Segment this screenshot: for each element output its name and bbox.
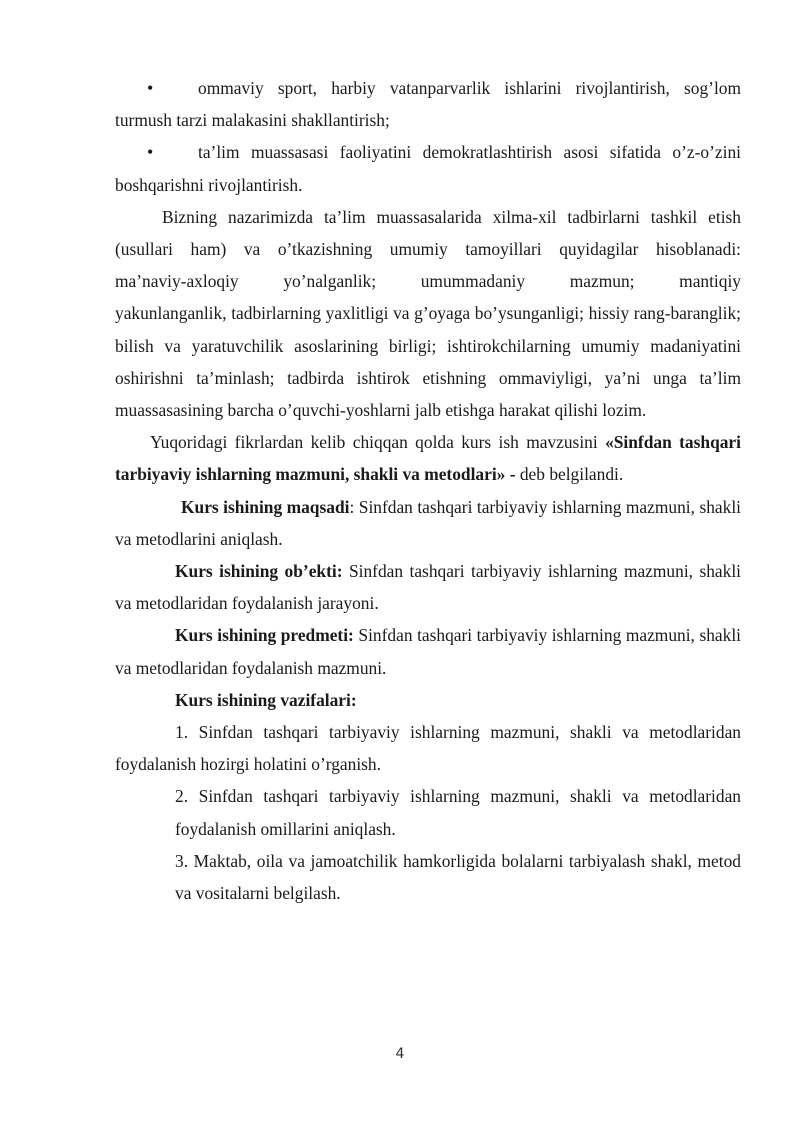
task-item-2: 2. Sinfdan tashqari tarbiyaviy ishlarning mazmuni, shakli va metodlaridan foydalanish omillarini aniqlash. xyxy=(175,786,741,839)
object-label: Kurs ishining ob’ekti: xyxy=(175,561,343,582)
task-text: Sinfdan tashqari tarbiyaviy ishlarning mazmuni, shakli va metodlaridan foydalanish hozirgi holatini o’rganish. xyxy=(115,722,741,775)
bullet-icon: • xyxy=(147,142,154,163)
bullet-text: ta’lim muassasasi faoliyatini demokratlashtirish asosi sifatida o’z-o’zini boshqarishni rivojlantirish. xyxy=(115,142,741,195)
task-number: 1. xyxy=(175,722,189,743)
goal-label: Kurs ishining maqsadi xyxy=(181,496,350,517)
bullet-text: ommaviy sport, harbiy vatanparvarlik ishlarini rivojlantirish, sog’lom turmush tarzi malakasini shakllantirish; xyxy=(115,78,741,131)
principles-paragraph-part3: yakunlanganlik, tadbirlarning yaxlitligi va g’oyaga bo’ysunganligi; hissiy rang-baranglik; bilish va yaratuvchilik asoslarining birligi; ishtirokchilarning umumiy madaniyatini oshirishni ta’minlash; tadbirda ishtirok etishning ommaviyligi, ya’ni unga ta’lim muassasasining barcha o’quvchi-yoshlarni jalb etishga harakat qilishi lozim. xyxy=(115,303,741,421)
topic-outro: deb belgilandi. xyxy=(519,464,624,485)
task-item-1 xyxy=(115,716,741,780)
subject-label: Kurs ishining predmeti: xyxy=(175,625,354,646)
principles-paragraph-part2: ma’naviy-axloqiy yo’nalganlik; umummadaniy mazmun; mantiqiy xyxy=(115,271,741,292)
task-item-3: 3. Maktab, oila va jamoatchilik hamkorligida bolalarni tarbiyalash shakl, metod va vositalarni belgilash. xyxy=(175,850,741,904)
page-number: 4 xyxy=(395,1046,405,1062)
topic-dash: - xyxy=(505,464,520,485)
subject-text: Sinfdan tashqari tarbiyaviy ishlarning mazmuni, shakli va metodlaridan foydalanish mazmuni. xyxy=(115,625,741,678)
object-text: Sinfdan tashqari tarbiyaviy ishlarning mazmuni, shakli va metodlaridan foydalanish jarayoni. xyxy=(115,561,741,614)
bullet-item-sport xyxy=(115,72,741,136)
object-paragraph xyxy=(115,555,741,619)
bullet-icon: • xyxy=(147,78,154,98)
tasks-heading: Kurs ishining vazifalari: xyxy=(175,689,357,710)
bullet-item-democracy xyxy=(115,136,741,200)
principles-paragraph-part1: Bizning nazarimizda ta’lim muassasalarida xilma-xil tadbirlarni tashkil etish (usullari ham) va o’tkazishning umumiy tamoyillari quyidagilar hisoblanadi: xyxy=(115,206,741,260)
document-page xyxy=(115,72,741,909)
topic-paragraph xyxy=(115,426,741,490)
topic-intro: Yuqoridagi fikrlardan kelib chiqqan qolda kurs ish mavzusini xyxy=(150,432,606,453)
course-topic: «Sinfdan tashqari tarbiyaviy ishlarning mazmuni, shakli va metodlari» xyxy=(115,432,741,485)
goal-text: : Sinfdan tashqari tarbiyaviy ishlarning mazmuni, shakli va metodlarini aniqlash. xyxy=(115,496,741,549)
subject-paragraph xyxy=(115,619,741,683)
goal-paragraph xyxy=(115,491,741,555)
